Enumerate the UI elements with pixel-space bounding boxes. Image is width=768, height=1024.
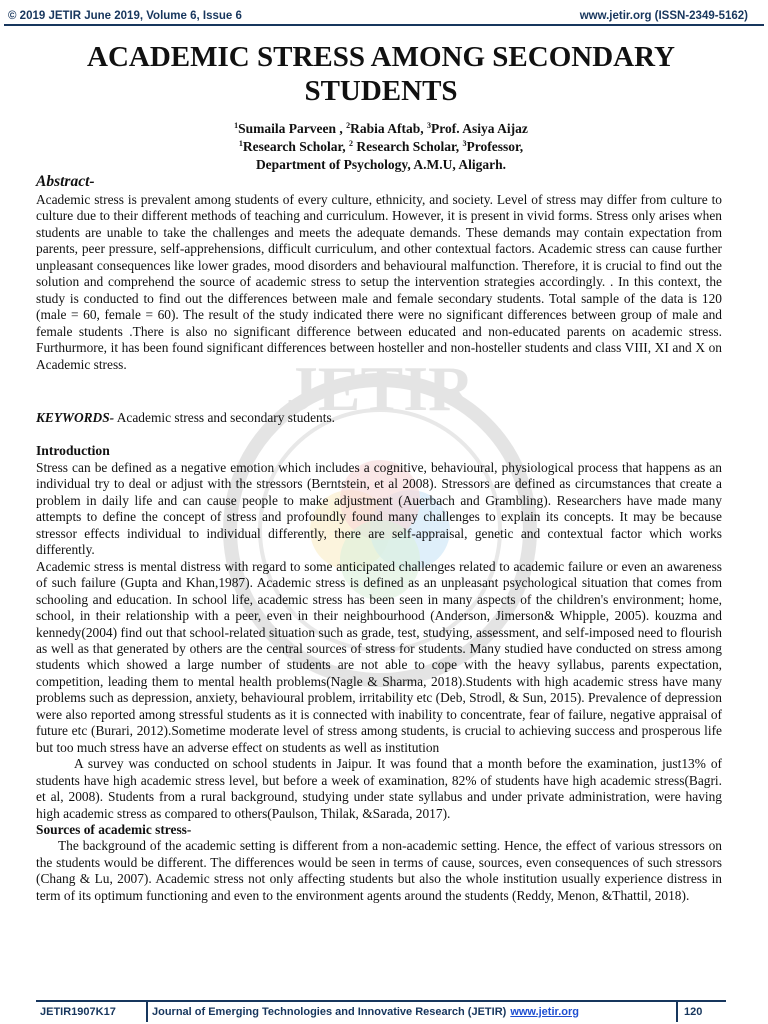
title-line-1: ACADEMIC STRESS AMONG SECONDARY xyxy=(87,41,675,73)
footer-divider xyxy=(676,1002,678,1022)
author-affiliation: Department of Psychology, A.M.U, Aligarh. xyxy=(255,157,507,172)
header-citation: © 2019 JETIR June 2019, Volume 6, Issue 6 xyxy=(8,10,242,22)
watermark-text: JETIR xyxy=(285,353,475,424)
author-roles: $^1$Research Scholar, $^2$ Research Scholar, $^3$Professor, xyxy=(238,139,524,154)
footer-rule xyxy=(36,1000,726,1002)
abstract-text: Academic stress is prevalent among students of every culture, ethnicity, and society. Level of stress may differ from culture to culture due to their different methods of teaching and curriculum. However, it is present in vivid forms. Stress only arises when students are unable to take the challenges and meets the adequate demands. These demands may contain expectation from parents, peer pressure, self-apprehensions, difficult curriculum, and other contextual factors. Academic stress can cause further unpleasant consequences like lower grades, mood disorders and behavioural malfunction. Therefore, it is crucial to find out the solution and comprehend the source of academic stress to setup the intervention strategies accordingly. . In this context, the study is conducted to find out the differences between male and female secondary students. Total sample of the data is 120 (male = 60, female = 60). The result of the study indicated there were no significant differences between group of male and female students .There is also no significant difference between educated and non-educated parents on academic stress. Furthurmore, it has been found significant differences between hosteller and non-hosteller students and class VIII, XI and X on Academic stress. xyxy=(36,192,722,372)
intro-paragraph-3: A survey was conducted on school students in Jaipur. It was found that a month before the examination, just13% of students have high academic stress level, but before a week of examination, 82% of students have high academic stress(Bagri. et al, 2008). Students from a rural background, studying under state syllabus and under private administration, were having high academic stress as compared to others(Paulson, Thilak, &Sarada, 2017). xyxy=(36,756,722,821)
page-footer xyxy=(0,1000,768,1024)
author-names: $^1$Sumaila Parveen , $^2$Rabia Aftab, $^3$Prof. Asiya Aijaz xyxy=(234,121,528,136)
page-header xyxy=(0,0,768,27)
header-website[interactable]: www.jetir.org (ISSN-2349-5162) xyxy=(579,10,748,22)
keywords-text: Academic stress and secondary students. xyxy=(114,410,336,425)
footer-paper-code: JETIR1907K17 xyxy=(40,1006,116,1018)
keywords-line xyxy=(36,410,722,426)
paper-title xyxy=(36,40,726,108)
abstract-heading: Abstract- xyxy=(36,173,95,190)
introduction-body xyxy=(36,460,722,904)
sources-heading: Sources of academic stress- xyxy=(36,821,192,837)
author-block xyxy=(36,120,726,174)
header-rule xyxy=(4,24,764,26)
footer-url-link[interactable]: www.jetir.org xyxy=(510,1006,579,1018)
footer-journal: Journal of Emerging Technologies and Innovative Research (JETIR) www.jetir.org xyxy=(152,1006,579,1018)
sources-paragraph: The background of the academic setting is different from a non-academic setting. Hence, the effect of various stressors on the students would be different. The differences would be seen in terms of cause, sources, even consequences of such stressors (Chang & Lu, 2007). Academic stress not only affecting students but also the whole institution usually experience distress in term of its optimum functioning and even to the environment agents around the students (Reddy, Menon, &Thattil, 2018). xyxy=(36,838,722,903)
intro-paragraph-1: Stress can be defined as a negative emotion which includes a cognitive, behavioural, physiological process that happens as an individual try to deal or adjust with the stressors (Berntstein, et al 2008). Stressors are defined as circumstances that create a problem in daily life and can cause people to make adjustment (Auerbach and Grambling). Researchers have made many attempts to define the concept of stress and profoundly found many challenges to explain its concepts. It may be because stressor effects individual to individual differently, there are self-appraisal, genetic and contextual factor which works differently. xyxy=(36,460,722,558)
introduction-heading: Introduction xyxy=(36,443,110,458)
page-number: 120 xyxy=(684,1006,703,1018)
intro-paragraph-2: Academic stress is mental distress with regard to some anticipated challenges related to academic failure or even an awareness of such failure (Gupta and Khan,1987). Academic stress is defined as an unpleasant psychological situation that comes from schooling and education. In school life, academic stress has been seen in many aspects of the children's environment; home, school, in their relationship with a peer, even in their neighbourhood (Anderson, Jimerson& Whipple, 2005). kouzma and kennedy(2004) find out that school-related situation such as grade, test, studying, assessment, and self-imposed need to flourish as well as that generated by others are the central sources of stress for students. Many studied have conducted on stress among students which showed a large number of students are not able to cope with the heavy syllabus, parents expectation, competition, leading them to mental health problems(Nagle & Sharma, 2018).Students with high academic stress have many problems such as depression, anxiety, behavioural problem, irritability etc (Deb, Strodl, & Sun, 2015). Prevalence of depression were also reported among stressful students as it is connected with inability to concentrate, fear of failure, negative appraisal of future etc (Burari, 2012).Sometime moderate level of stress among students, is crucial to achieving success and prosperous life but too much stress have an adverse effect on students as well as institution xyxy=(36,558,722,755)
keywords-label: KEYWORDS- xyxy=(36,410,115,425)
title-line-2: STUDENTS xyxy=(304,75,458,107)
footer-divider xyxy=(146,1002,148,1022)
